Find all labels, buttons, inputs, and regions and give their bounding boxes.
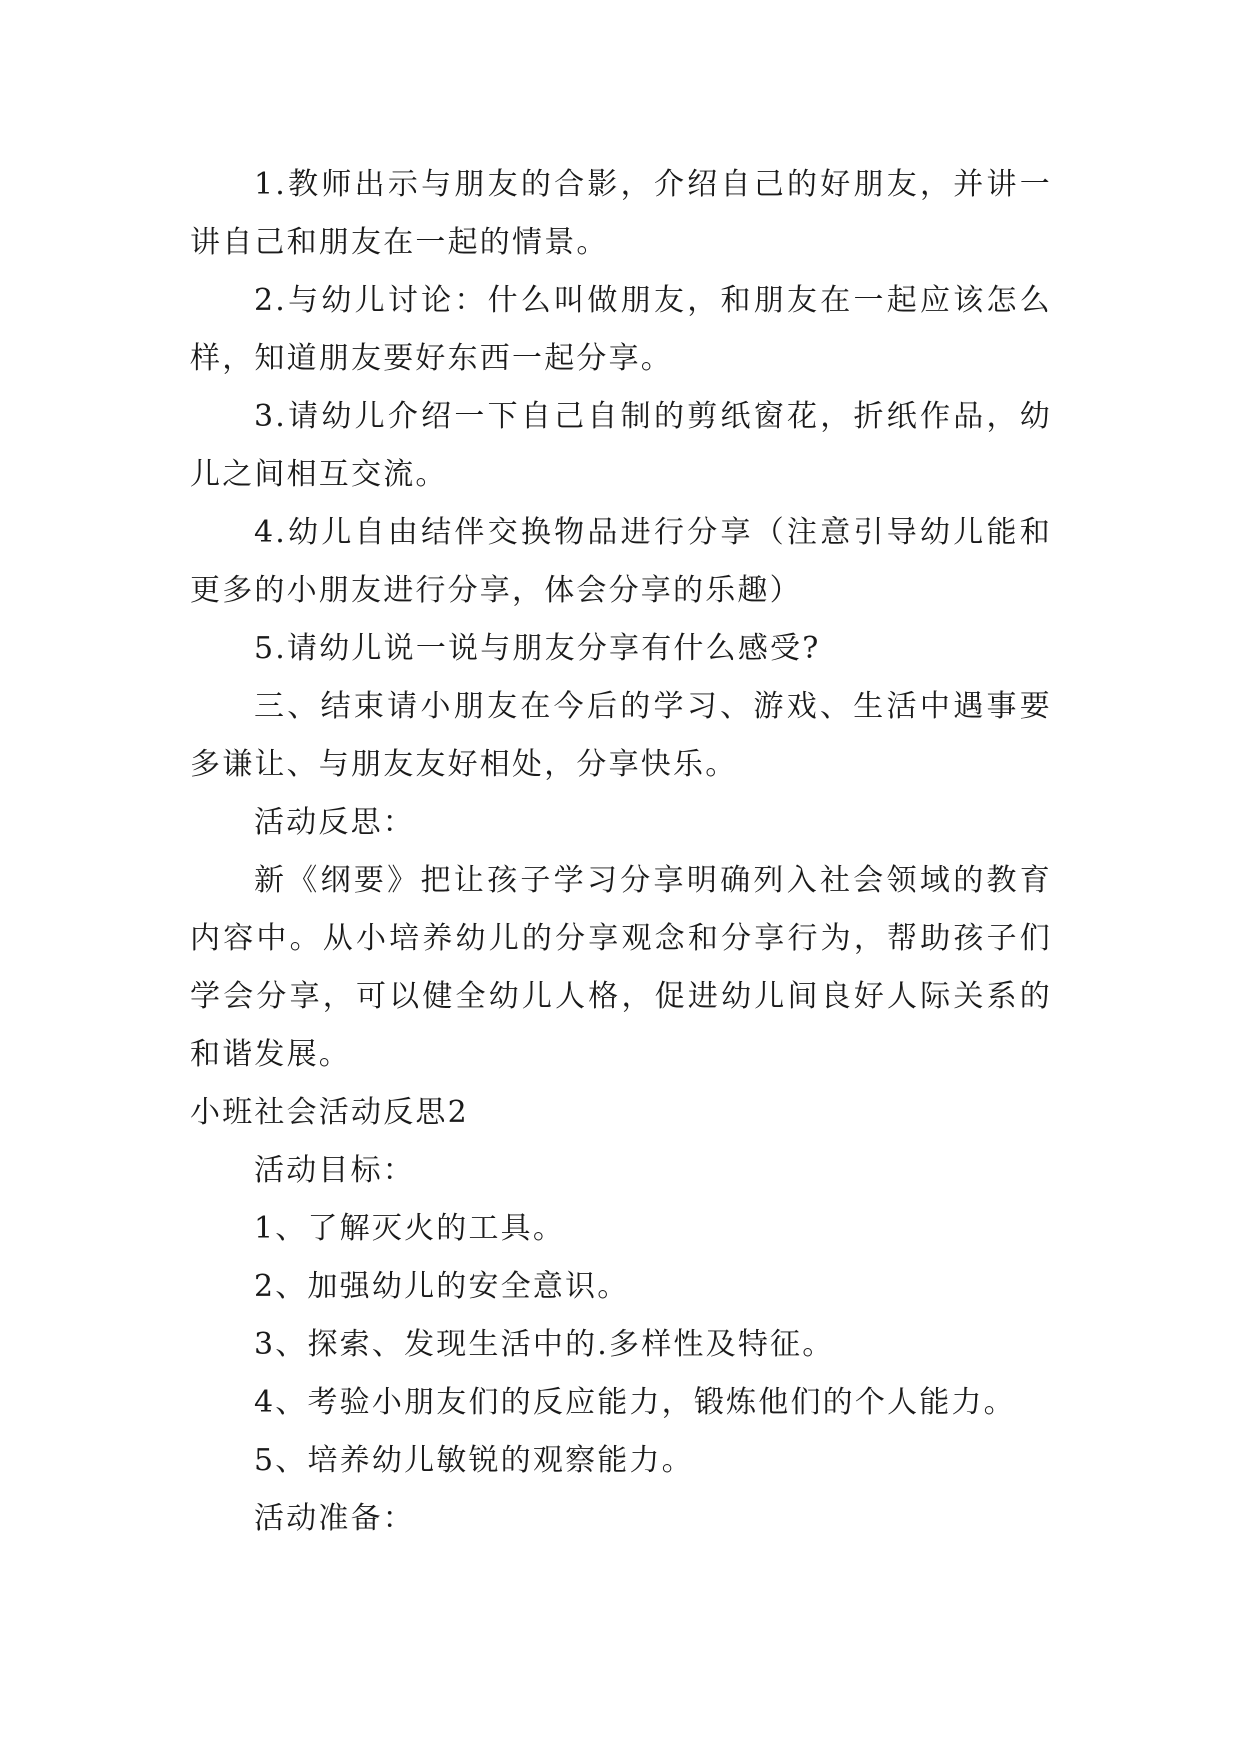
goals-label: 活动目标： [254, 1153, 415, 1188]
reflection-text: 新《纲要》把让孩子学习分享明确列入社会领域的教育内容中。从小培养幼儿的分享观念和分享行为，帮助孩子们学会分享，可以健全幼儿人格，促进幼儿间良好人际关系的和谐发展。 [190, 863, 1052, 1072]
paragraph-step-4: 4.幼儿自由结伴交换物品进行分享（注意引导幼儿能和更多的小朋友进行分享，体会分享的乐趣） [190, 515, 1052, 608]
document-body [190, 156, 1052, 1548]
paragraph-ending: 三、结束请小朋友在今后的学习、游戏、生活中遇事要多谦让、与朋友友好相处，分享快乐。 [190, 689, 1052, 782]
goal-item-4: 4、考验小朋友们的反应能力，锻炼他们的个人能力。 [254, 1385, 1016, 1420]
paragraph-step-5: 5.请幼儿说一说与朋友分享有什么感受? [254, 631, 821, 666]
goal-item-2: 2、加强幼儿的安全意识。 [254, 1269, 630, 1304]
goal-item-1: 1、了解灭火的工具。 [254, 1211, 566, 1246]
preparation-label: 活动准备： [254, 1501, 415, 1536]
paragraph-step-3: 3.请幼儿介绍一下自己自制的剪纸窗花，折纸作品，幼儿之间相互交流。 [190, 399, 1052, 492]
goal-item-5: 5、培养幼儿敏锐的观察能力。 [254, 1443, 694, 1478]
section-heading: 小班社会活动反思2 [190, 1095, 469, 1130]
reflection-label: 活动反思： [254, 805, 415, 840]
paragraph-step-1: 1.教师出示与朋友的合影，介绍自己的好朋友，并讲一讲自己和朋友在一起的情景。 [190, 167, 1052, 260]
paragraph-step-2: 2.与幼儿讨论：什么叫做朋友，和朋友在一起应该怎么样，知道朋友要好东西一起分享。 [190, 283, 1052, 376]
goal-item-3: 3、探索、发现生活中的.多样性及特征。 [254, 1327, 835, 1362]
